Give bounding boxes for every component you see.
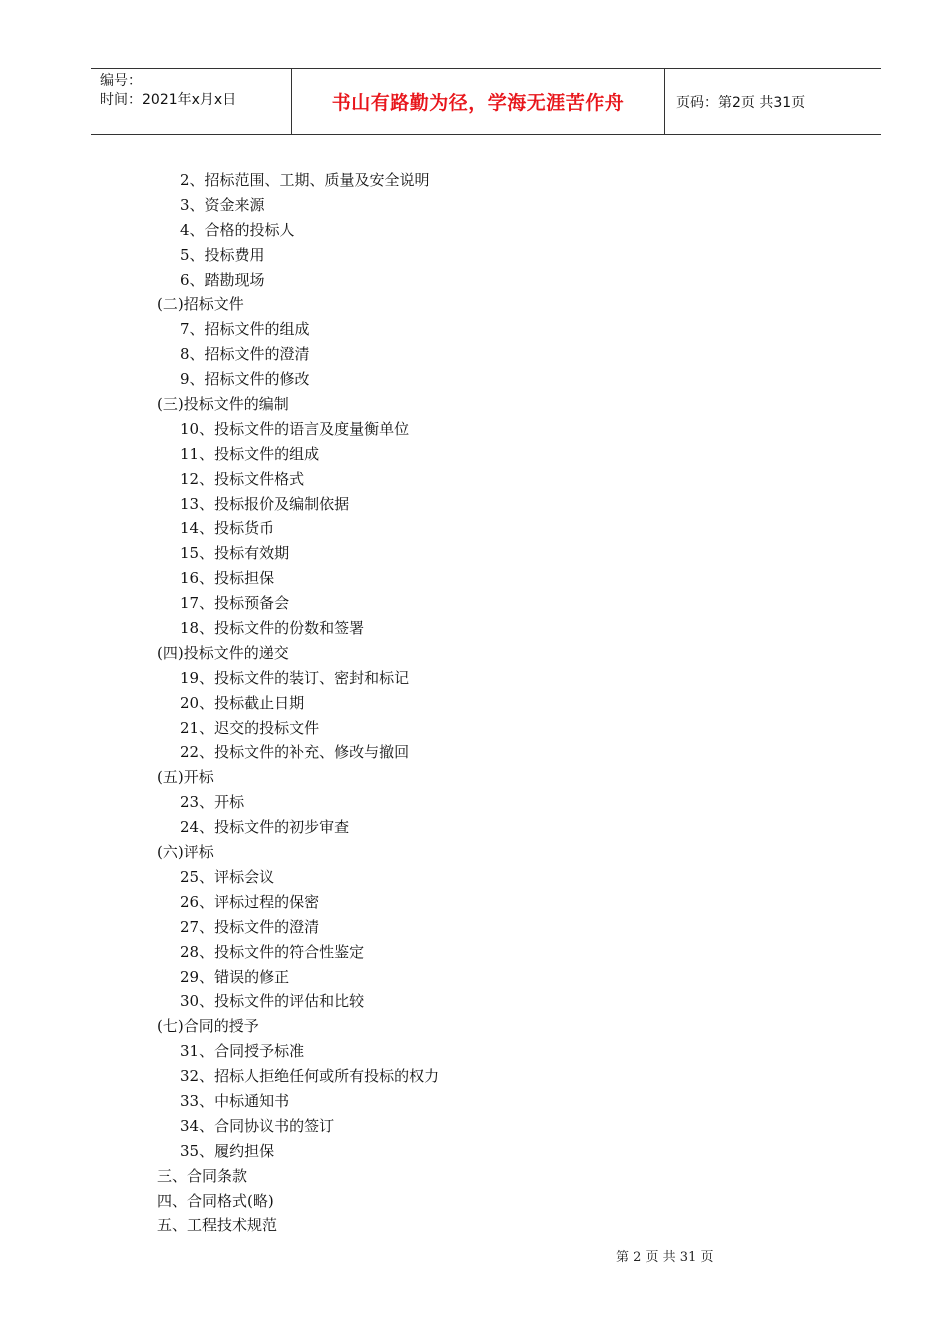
toc-entry: 5、投标费用 <box>180 245 265 264</box>
toc-entry: 12、投标文件格式 <box>180 469 305 488</box>
header-motto-cell <box>292 69 665 134</box>
header-meta-cell <box>91 69 292 134</box>
toc-entry: 32、招标人拒绝任何或所有投标的权力 <box>180 1067 440 1086</box>
toc-entry: 24、投标文件的初步审查 <box>180 818 350 837</box>
toc-entry: 10、投标文件的语言及度量衡单位 <box>180 419 410 438</box>
toc-entry: 11、投标文件的组成 <box>180 444 320 463</box>
toc-entry: 28、投标文件的符合性鉴定 <box>180 942 365 961</box>
toc-entry: 7、招标文件的组成 <box>180 320 310 339</box>
toc-entry: 9、招标文件的修改 <box>180 370 310 389</box>
toc-entry: 17、投标预备会 <box>180 594 290 613</box>
toc-entry: 27、投标文件的澄清 <box>180 917 320 936</box>
toc-entry: 18、投标文件的份数和签署 <box>180 619 365 638</box>
toc-entry: 13、投标报价及编制依据 <box>180 494 350 513</box>
toc-section-heading: (六)评标 <box>157 843 214 862</box>
document-date-label: 时间：2021年x月x日 <box>100 92 237 108</box>
toc-entry: 26、评标过程的保密 <box>180 892 320 911</box>
toc-entry: 4、合格的投标人 <box>180 220 295 239</box>
toc-entry: 29、错误的修正 <box>180 967 290 986</box>
toc-entry: 30、投标文件的评估和比较 <box>180 992 365 1011</box>
toc-section-heading: 四、合同格式(略) <box>157 1191 274 1210</box>
toc-entry: 16、投标担保 <box>180 569 275 588</box>
document-number-label: 编号： <box>100 73 142 89</box>
toc-entry: 15、投标有效期 <box>180 544 290 563</box>
toc-entry: 20、投标截止日期 <box>180 693 305 712</box>
toc-entry: 3、资金来源 <box>180 195 265 214</box>
toc-section-heading: (四)投标文件的递交 <box>157 643 289 662</box>
toc-entry: 31、合同授予标准 <box>180 1042 305 1061</box>
toc-section-heading: (五)开标 <box>157 768 214 787</box>
toc-entry: 14、投标货币 <box>180 519 275 538</box>
toc-entry: 8、招标文件的澄清 <box>180 345 310 364</box>
toc-entry: 25、评标会议 <box>180 867 275 886</box>
toc-section-heading: (三)投标文件的编制 <box>157 395 289 414</box>
page-footer: 第 2 页 共 31 页 <box>616 1250 714 1265</box>
page-header <box>91 68 881 135</box>
toc-entry: 35、履约担保 <box>180 1141 275 1160</box>
toc-entry: 21、迟交的投标文件 <box>180 718 320 737</box>
toc-entry: 34、合同协议书的签订 <box>180 1116 335 1135</box>
toc-entry: 22、投标文件的补充、修改与撤回 <box>180 743 410 762</box>
toc-section-heading: (七)合同的授予 <box>157 1017 259 1036</box>
toc-entry: 2、招标范围、工期、质量及安全说明 <box>180 171 430 189</box>
toc-section-heading: 五、工程技术规范 <box>157 1216 278 1235</box>
toc-entry: 33、中标通知书 <box>180 1091 290 1110</box>
header-page-info: 页码：第2页 共31页 <box>676 94 806 111</box>
toc-entry: 23、开标 <box>180 793 245 812</box>
toc-section-heading: 三、合同条款 <box>157 1166 248 1185</box>
toc-entry: 6、踏勘现场 <box>180 270 265 289</box>
toc-section-heading: (二)招标文件 <box>157 295 244 314</box>
toc-entry: 19、投标文件的装订、密封和标记 <box>180 668 410 687</box>
header-motto: 书山有路勤为径，学海无涯苦作舟 <box>331 92 625 114</box>
table-of-contents <box>0 168 950 1238</box>
